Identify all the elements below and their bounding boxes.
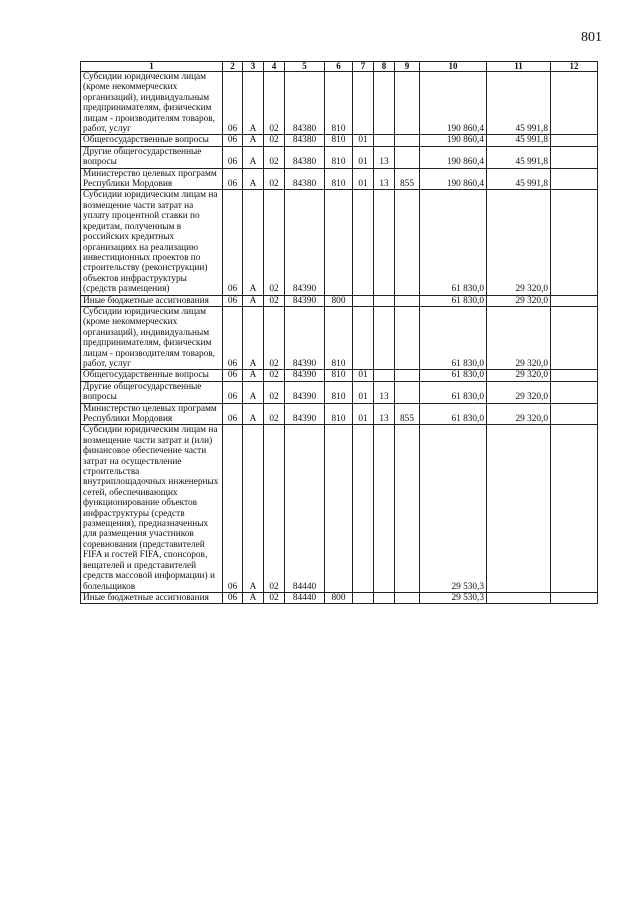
row-name-cell: Субсидии юридическим лицам (кроме некоммерческих организаций), индивидуальным предпринимателям, физическим лицам - производителям товаров, работ, услуг [81, 72, 223, 135]
page-number: 801 [581, 30, 602, 45]
cell-col-5: 84380 [285, 146, 325, 168]
cell-col-11: 29 320,0 [487, 306, 551, 369]
cell-col-7 [353, 72, 374, 135]
cell-col-9 [395, 592, 420, 603]
cell-col-8: 13 [374, 168, 395, 190]
cell-col-10: 61 830,0 [420, 190, 487, 295]
cell-col-3: А [243, 168, 264, 190]
cell-col-7: 01 [353, 370, 374, 381]
row-name-cell: Субсидии юридическим лицам на возмещение части затрат на уплату процентной ставки по кредитам, полученным в российских кредитных организациях на реализацию инвестиционных проектов по строительству (реконструкции) объектов инфраструктуры (средств размещения) [81, 190, 223, 295]
cell-col-9 [395, 72, 420, 135]
cell-col-6: 810 [325, 72, 353, 135]
table-row [81, 403, 598, 425]
cell-col-12 [551, 592, 598, 603]
cell-col-8 [374, 295, 395, 306]
cell-col-5: 84440 [285, 592, 325, 603]
cell-col-3: А [243, 295, 264, 306]
cell-col-8: 13 [374, 381, 395, 403]
cell-col-3: А [243, 306, 264, 369]
cell-col-9 [395, 370, 420, 381]
cell-col-7 [353, 306, 374, 369]
row-name-cell: Другие общегосударственные вопросы [81, 146, 223, 168]
cell-col-7 [353, 295, 374, 306]
cell-col-11 [487, 425, 551, 593]
cell-col-12 [551, 403, 598, 425]
cell-col-7: 01 [353, 403, 374, 425]
cell-col-6: 810 [325, 146, 353, 168]
cell-col-10: 29 530,3 [420, 425, 487, 593]
cell-col-6 [325, 190, 353, 295]
cell-col-11: 29 320,0 [487, 370, 551, 381]
cell-col-2: 06 [223, 135, 243, 146]
cell-col-12 [551, 146, 598, 168]
table-row [81, 381, 598, 403]
cell-col-6: 810 [325, 381, 353, 403]
cell-col-4: 02 [264, 168, 285, 190]
cell-col-10: 61 830,0 [420, 306, 487, 369]
cell-col-10: 190 860,4 [420, 72, 487, 135]
cell-col-2: 06 [223, 592, 243, 603]
cell-col-6 [325, 425, 353, 593]
cell-col-5: 84390 [285, 190, 325, 295]
cell-col-2: 06 [223, 370, 243, 381]
cell-col-4: 02 [264, 146, 285, 168]
cell-col-4: 02 [264, 403, 285, 425]
cell-col-12 [551, 190, 598, 295]
cell-col-11: 29 320,0 [487, 381, 551, 403]
cell-col-3: А [243, 72, 264, 135]
col-header-5: 5 [285, 62, 325, 72]
cell-col-4: 02 [264, 295, 285, 306]
cell-col-10: 61 830,0 [420, 403, 487, 425]
cell-col-12 [551, 425, 598, 593]
cell-col-10: 190 860,4 [420, 146, 487, 168]
table-row [81, 370, 598, 381]
cell-col-4: 02 [264, 592, 285, 603]
cell-col-7: 01 [353, 381, 374, 403]
cell-col-6: 810 [325, 370, 353, 381]
cell-col-3: А [243, 190, 264, 295]
table-row [81, 168, 598, 190]
cell-col-9 [395, 135, 420, 146]
cell-col-12 [551, 381, 598, 403]
table-row [81, 295, 598, 306]
cell-col-8: 13 [374, 403, 395, 425]
cell-col-6: 810 [325, 403, 353, 425]
col-header-9: 9 [395, 62, 420, 72]
cell-col-8 [374, 425, 395, 593]
cell-col-12 [551, 135, 598, 146]
cell-col-8 [374, 370, 395, 381]
row-name-cell: Иные бюджетные ассигнования [81, 592, 223, 603]
cell-col-12 [551, 168, 598, 190]
cell-col-5: 84380 [285, 72, 325, 135]
cell-col-3: А [243, 592, 264, 603]
cell-col-3: А [243, 381, 264, 403]
cell-col-12 [551, 306, 598, 369]
cell-col-12 [551, 72, 598, 135]
col-header-3: 3 [243, 62, 264, 72]
cell-col-9 [395, 381, 420, 403]
cell-col-4: 02 [264, 306, 285, 369]
cell-col-7: 01 [353, 146, 374, 168]
col-header-4: 4 [264, 62, 285, 72]
cell-col-3: А [243, 135, 264, 146]
col-header-11: 11 [487, 62, 551, 72]
table-row [81, 190, 598, 295]
cell-col-6: 800 [325, 592, 353, 603]
cell-col-7 [353, 592, 374, 603]
row-name-cell: Общегосударственные вопросы [81, 370, 223, 381]
cell-col-11: 45 991,8 [487, 146, 551, 168]
cell-col-11 [487, 592, 551, 603]
cell-col-2: 06 [223, 190, 243, 295]
table-row [81, 592, 598, 603]
table-row [81, 306, 598, 369]
cell-col-2: 06 [223, 306, 243, 369]
cell-col-10: 190 860,4 [420, 168, 487, 190]
cell-col-8 [374, 592, 395, 603]
cell-col-8 [374, 135, 395, 146]
cell-col-12 [551, 370, 598, 381]
cell-col-2: 06 [223, 72, 243, 135]
cell-col-9 [395, 190, 420, 295]
cell-col-3: А [243, 403, 264, 425]
cell-col-6: 810 [325, 168, 353, 190]
col-header-8: 8 [374, 62, 395, 72]
cell-col-10: 61 830,0 [420, 381, 487, 403]
col-header-7: 7 [353, 62, 374, 72]
cell-col-10: 190 860,4 [420, 135, 487, 146]
table-body [81, 72, 598, 604]
cell-col-2: 06 [223, 403, 243, 425]
cell-col-2: 06 [223, 146, 243, 168]
table-row [81, 425, 598, 593]
cell-col-8 [374, 72, 395, 135]
col-header-2: 2 [223, 62, 243, 72]
cell-col-10: 61 830,0 [420, 295, 487, 306]
row-name-cell: Субсидии юридическим лицам на возмещение части затрат и (или) финансовое обеспечение части затрат на осуществление строительства внутриплощадочных инженерных сетей, обеспечивающих функционирование объектов инфраструктуры (средств размещения), предназначенных для размещения участников соревнования (представителей FIFA и гостей FIFA, спонсоров, вещателей и представителей средств массовой информации) и болельщиков [81, 425, 223, 593]
cell-col-5: 84380 [285, 168, 325, 190]
cell-col-6: 800 [325, 295, 353, 306]
cell-col-5: 84440 [285, 425, 325, 593]
cell-col-11: 29 320,0 [487, 295, 551, 306]
cell-col-5: 84390 [285, 295, 325, 306]
cell-col-2: 06 [223, 295, 243, 306]
cell-col-8 [374, 190, 395, 295]
cell-col-7: 01 [353, 168, 374, 190]
cell-col-11: 45 991,8 [487, 135, 551, 146]
table-row [81, 72, 598, 135]
cell-col-9 [395, 425, 420, 593]
cell-col-3: А [243, 425, 264, 593]
cell-col-11: 45 991,8 [487, 72, 551, 135]
cell-col-9: 855 [395, 168, 420, 190]
cell-col-5: 84390 [285, 370, 325, 381]
row-name-cell: Иные бюджетные ассигнования [81, 295, 223, 306]
cell-col-12 [551, 295, 598, 306]
cell-col-2: 06 [223, 168, 243, 190]
row-name-cell: Другие общегосударственные вопросы [81, 381, 223, 403]
header-row [81, 62, 598, 72]
cell-col-5: 84380 [285, 135, 325, 146]
cell-col-4: 02 [264, 425, 285, 593]
budget-table [80, 61, 598, 604]
cell-col-3: А [243, 146, 264, 168]
cell-col-8 [374, 306, 395, 369]
cell-col-11: 29 320,0 [487, 190, 551, 295]
cell-col-9: 855 [395, 403, 420, 425]
table-row [81, 146, 598, 168]
cell-col-7 [353, 425, 374, 593]
col-header-10: 10 [420, 62, 487, 72]
col-header-1: 1 [81, 62, 223, 72]
cell-col-5: 84390 [285, 306, 325, 369]
cell-col-9 [395, 295, 420, 306]
row-name-cell: Субсидии юридическим лицам (кроме некоммерческих организаций), индивидуальным предпринимателям, физическим лицам - производителям товаров, работ, услуг [81, 306, 223, 369]
cell-col-4: 02 [264, 370, 285, 381]
cell-col-2: 06 [223, 381, 243, 403]
col-header-12: 12 [551, 62, 598, 72]
cell-col-8: 13 [374, 146, 395, 168]
cell-col-10: 61 830,0 [420, 370, 487, 381]
cell-col-6: 810 [325, 135, 353, 146]
row-name-cell: Министерство целевых программ Республики Мордовия [81, 403, 223, 425]
row-name-cell: Министерство целевых программ Республики Мордовия [81, 168, 223, 190]
row-name-cell: Общегосударственные вопросы [81, 135, 223, 146]
cell-col-9 [395, 146, 420, 168]
col-header-6: 6 [325, 62, 353, 72]
cell-col-7 [353, 190, 374, 295]
cell-col-11: 29 320,0 [487, 403, 551, 425]
cell-col-5: 84390 [285, 381, 325, 403]
cell-col-11: 45 991,8 [487, 168, 551, 190]
cell-col-6: 810 [325, 306, 353, 369]
cell-col-5: 84390 [285, 403, 325, 425]
cell-col-4: 02 [264, 190, 285, 295]
table-row [81, 135, 598, 146]
cell-col-4: 02 [264, 135, 285, 146]
cell-col-9 [395, 306, 420, 369]
cell-col-10: 29 530,3 [420, 592, 487, 603]
cell-col-4: 02 [264, 381, 285, 403]
cell-col-7: 01 [353, 135, 374, 146]
cell-col-4: 02 [264, 72, 285, 135]
cell-col-2: 06 [223, 425, 243, 593]
cell-col-3: А [243, 370, 264, 381]
